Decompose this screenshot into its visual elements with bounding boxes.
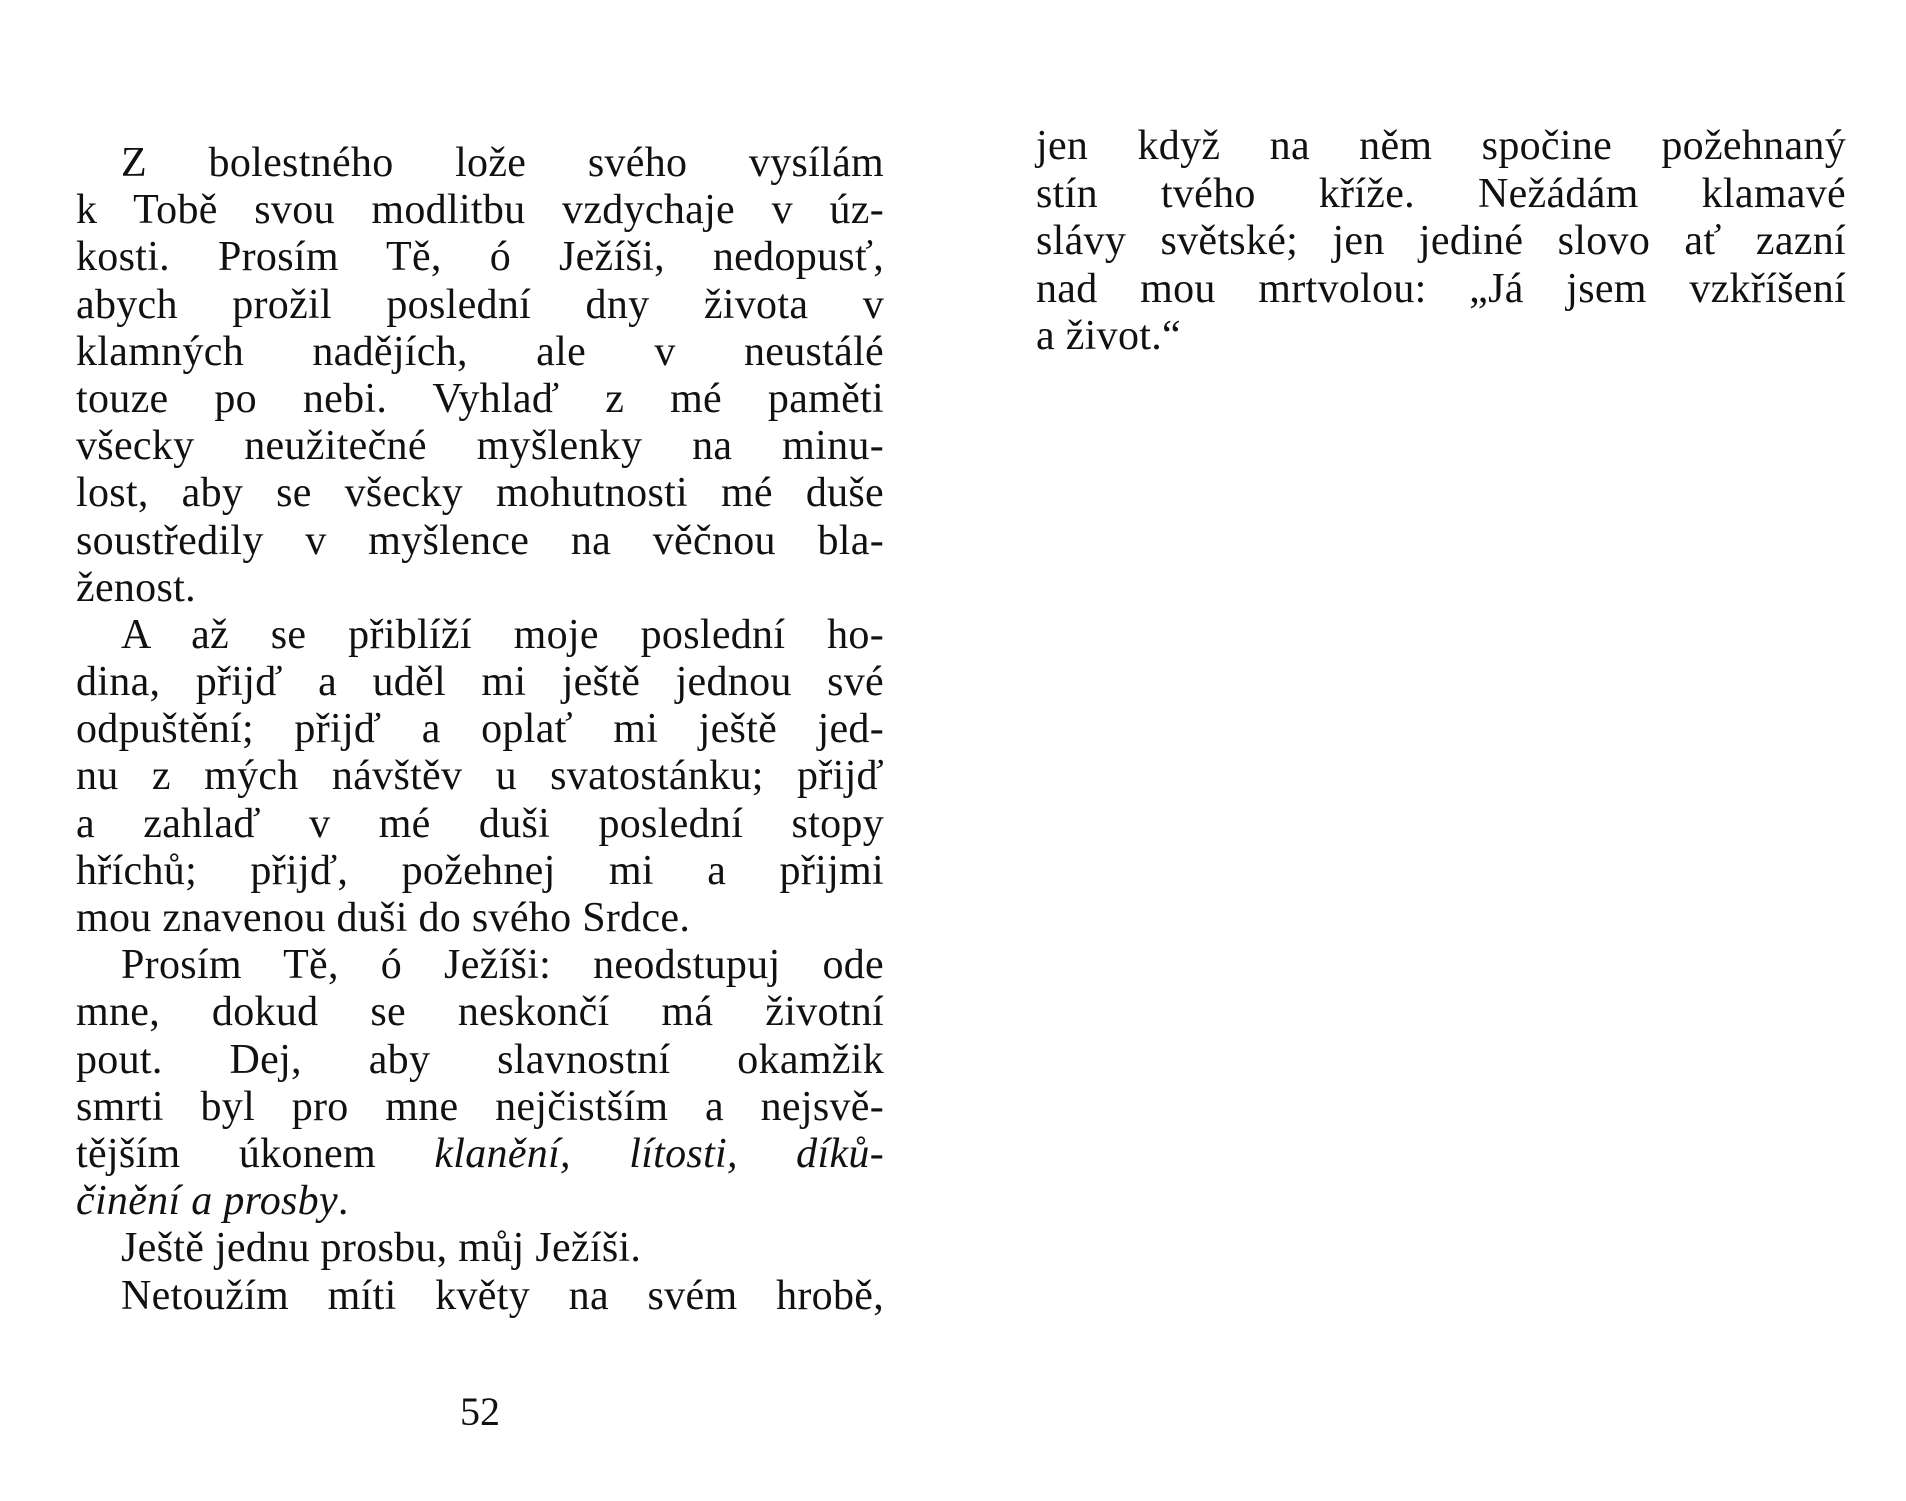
text-line: pout. Dej, aby slavnostní okamžik bbox=[76, 1036, 884, 1083]
paragraph-4 bbox=[76, 1225, 884, 1272]
text-line: A až se přiblíží moje poslední ho- bbox=[121, 611, 884, 658]
text-line: klamných nadějích, ale v neustálé bbox=[76, 328, 884, 375]
text-line: Ještě jednu prosbu, můj Ježíši. bbox=[121, 1225, 642, 1272]
text-line: Prosím Tě, ó Ježíši: neodstupuj ode bbox=[121, 942, 884, 989]
page-number: 52 bbox=[460, 1389, 500, 1434]
italic-text: činění a prosby bbox=[76, 1178, 338, 1225]
paragraph-1 bbox=[76, 140, 884, 612]
text-line: smrti byl pro mne nejčistším a nejsvě- bbox=[76, 1083, 884, 1130]
text-line: Z bolestného lože svého vysílám bbox=[121, 140, 884, 186]
text-line: odpuštění; přijď a oplať mi ještě jed- bbox=[76, 706, 884, 753]
paragraph-5 bbox=[76, 1273, 884, 1320]
text-segment: tějším úkonem bbox=[76, 1130, 435, 1177]
text-line: a život.“ bbox=[1036, 313, 1181, 359]
text-line-mixed bbox=[76, 1131, 884, 1178]
text-line: jen když na něm spočine požehnaný bbox=[1036, 123, 1846, 169]
right-page bbox=[1036, 123, 1846, 361]
text-line-mixed bbox=[76, 1178, 884, 1225]
text-line: nad mou mrtvolou: „Já jsem vzkříšení bbox=[1036, 265, 1846, 312]
paragraph-2 bbox=[76, 612, 884, 942]
text-line: kosti. Prosím Tě, ó Ježíši, nedopusť, bbox=[76, 234, 884, 281]
text-segment: . bbox=[337, 1178, 349, 1225]
text-line: stín tvého kříže. Nežádám klamavé bbox=[1036, 170, 1846, 217]
italic-text: klanění, lítosti, díků- bbox=[434, 1130, 884, 1177]
text-line: a zahlaď v mé duši poslední stopy bbox=[76, 800, 884, 847]
text-line: Netoužím míti květy na svém hrobě, bbox=[121, 1272, 884, 1319]
text-line: k Tobě svou modlitbu vzdychaje v úz- bbox=[76, 187, 884, 234]
text-line: hříchů; přijď, požehnej mi a přijmi bbox=[76, 847, 884, 894]
paragraph-3 bbox=[76, 942, 884, 1225]
text-line: slávy světské; jen jediné slovo ať zazní bbox=[1036, 218, 1846, 264]
text-line: všecky neužitečné myšlenky na minu- bbox=[76, 423, 884, 470]
text-line: touze po nebi. Vyhlaď z mé paměti bbox=[76, 375, 884, 422]
text-line: nu z mých návštěv u svatostánku; přijď bbox=[76, 753, 884, 800]
text-line: mou znavenou duši do svého Srdce. bbox=[76, 895, 691, 941]
text-line: mne, dokud se neskončí má životní bbox=[76, 989, 884, 1036]
text-line: ženost. bbox=[76, 564, 196, 611]
text-line: soustředily v myšlence na věčnou bla- bbox=[76, 517, 884, 564]
left-page bbox=[76, 140, 884, 1320]
text-line: dina, přijď a uděl mi ještě jednou své bbox=[76, 659, 884, 706]
text-line: abych prožil poslední dny života v bbox=[76, 281, 884, 328]
text-line: lost, aby se všecky mohutnosti mé duše bbox=[76, 470, 884, 517]
